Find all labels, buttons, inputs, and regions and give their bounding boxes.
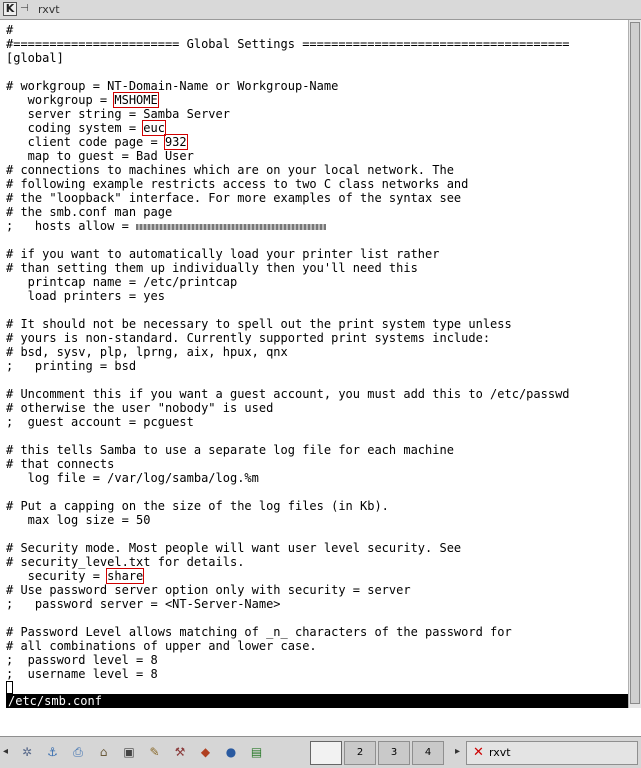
terminal-line xyxy=(6,387,570,401)
terminal-line xyxy=(6,625,512,639)
fish-icon[interactable]: ◆ xyxy=(200,745,211,759)
terminal-line-text: # all combinations of upper and lower case. xyxy=(6,639,317,653)
window-title: rxvt xyxy=(38,3,60,16)
pin-icon[interactable]: ⊣ xyxy=(20,3,29,14)
redacted-value xyxy=(136,224,326,230)
terminal-line-text: # if you want to automatically load your printer list rather xyxy=(6,247,440,261)
highlighted-value: 932 xyxy=(164,135,187,149)
terminal-line-text: map to guest = Bad User xyxy=(6,149,194,163)
close-icon[interactable]: ✕ xyxy=(473,745,484,760)
terminal-line xyxy=(6,583,411,597)
terminal-line-text: log file = /var/log/samba/log.%m xyxy=(6,471,259,485)
terminal-line xyxy=(6,639,317,653)
terminal-line-text: # Password Level allows matching of _n_ characters of the password for xyxy=(6,625,512,639)
terminal-line xyxy=(6,415,194,429)
terminal-line xyxy=(6,261,418,275)
taskbar-right-arrow-icon[interactable]: ▸ xyxy=(455,746,461,757)
terminal-line-text: max log size = 50 xyxy=(6,513,151,527)
terminal-line xyxy=(6,401,273,415)
terminal-line-text: ; username level = 8 xyxy=(6,667,158,681)
desktop-button-2[interactable]: 2 xyxy=(344,741,376,765)
text-cursor xyxy=(6,681,13,694)
terminal-line-text: # Uncomment this if you want a guest account, you must add this to /etc/passwd xyxy=(6,387,570,401)
taskbar xyxy=(0,736,641,768)
terminal-line xyxy=(6,79,338,93)
terminal-line-text: ; password server = <NT-Server-Name> xyxy=(6,597,281,611)
desktop-button-4[interactable]: 4 xyxy=(412,741,444,765)
terminal-line-text: # xyxy=(6,23,14,37)
terminal-line xyxy=(6,667,158,681)
terminal-line-text: # following example restricts access to two C class networks and xyxy=(6,177,469,191)
terminal-line xyxy=(6,121,165,135)
tools-icon[interactable]: ⚒ xyxy=(174,745,186,759)
scrollbar-thumb[interactable] xyxy=(630,22,640,704)
terminal-line-text: ; hosts allow = xyxy=(6,219,137,233)
terminal-line-text: client code page = xyxy=(6,135,165,149)
terminal-line-text: #======================= Global Settings ===================================== xyxy=(6,37,570,51)
terminal-line-text: coding system = xyxy=(6,121,144,135)
terminal-line-text: ; printing = bsd xyxy=(6,359,137,373)
terminal-line-text: security = xyxy=(6,569,108,583)
task-label: rxvt xyxy=(489,746,511,759)
terminal-line-text: # workgroup = NT-Domain-Name or Workgroup-Name xyxy=(6,79,339,93)
terminal-line-text: [global] xyxy=(6,51,64,65)
terminal-line xyxy=(6,555,244,569)
terminal-line xyxy=(6,149,194,163)
terminal-line xyxy=(6,275,237,289)
home-icon[interactable]: ⌂ xyxy=(99,745,108,759)
terminal-line xyxy=(6,331,490,345)
terminal-line xyxy=(6,569,143,583)
terminal-line xyxy=(6,135,187,149)
terminal-area[interactable] xyxy=(0,20,628,708)
terminal-line-text: # It should not be necessary to spell out the print system type unless xyxy=(6,317,512,331)
desktop-button-3[interactable]: 3 xyxy=(378,741,410,765)
terminal-line xyxy=(6,93,158,107)
terminal-line-text: # the smb.conf man page xyxy=(6,205,173,219)
status-line: /etc/smb.conf xyxy=(6,694,628,708)
terminal-line-text: # yours is non-standard. Currently supported print systems include: xyxy=(6,331,491,345)
terminal-line xyxy=(6,289,165,303)
terminal-line xyxy=(6,219,326,233)
terminal-line-text: # this tells Samba to use a separate log file for each machine xyxy=(6,443,454,457)
highlighted-value: euc xyxy=(143,121,165,135)
terminal-line-text: workgroup = xyxy=(6,93,115,107)
terminal-line-text: # otherwise the user "nobody" is used xyxy=(6,401,274,415)
kde-menu-icon[interactable]: ✲ xyxy=(21,745,33,759)
terminal-line xyxy=(6,317,512,331)
terminal-icon[interactable]: ▣ xyxy=(123,745,135,759)
taskbar-left-arrow-icon[interactable]: ◂ xyxy=(3,746,9,757)
terminal-line-text: printcap name = /etc/printcap xyxy=(6,275,238,289)
terminal-line-text: load printers = yes xyxy=(6,289,165,303)
anchor-icon[interactable]: ⚓ xyxy=(47,745,58,759)
terminal-line xyxy=(6,37,570,51)
terminal-line xyxy=(6,457,114,471)
terminal-line-text: # Put a capping on the size of the log files (in Kb). xyxy=(6,499,389,513)
terminal-line xyxy=(6,513,151,527)
terminal-line-text: ; password level = 8 xyxy=(6,653,158,667)
highlighted-value: MSHOME xyxy=(114,93,158,107)
vertical-scrollbar[interactable] xyxy=(628,20,641,708)
terminal-line xyxy=(6,443,454,457)
terminal-line-text: # bsd, sysv, plp, lprng, aix, hpux, qnx xyxy=(6,345,288,359)
terminal-line-text: # the "loopback" interface. For more examples of the syntax see xyxy=(6,191,462,205)
terminal-line xyxy=(6,107,230,121)
terminal-line xyxy=(6,653,158,667)
terminal-line-text: server string = Samba Server xyxy=(6,107,230,121)
window-titlebar[interactable] xyxy=(0,0,641,20)
taskbar-task-rxvt[interactable] xyxy=(466,741,638,765)
terminal-line xyxy=(6,23,13,37)
terminal-line xyxy=(6,191,461,205)
terminal-line xyxy=(6,205,172,219)
terminal-line xyxy=(6,247,439,261)
terminal-line-text: # connections to machines which are on your local network. The xyxy=(6,163,454,177)
kde-logo-icon[interactable]: K xyxy=(3,2,17,16)
globe-icon[interactable]: ● xyxy=(225,745,237,759)
terminal-line xyxy=(6,597,281,611)
editor-icon[interactable]: ✎ xyxy=(149,745,160,759)
terminal-line-text: # security_level.txt for details. xyxy=(6,555,245,569)
terminal-line-text: # that connects xyxy=(6,457,115,471)
terminal-line-text: # Use password server option only with security = server xyxy=(6,583,411,597)
terminal-line-text: # Security mode. Most people will want user level security. See xyxy=(6,541,462,555)
terminal-line xyxy=(6,499,389,513)
terminal-line-text: ; guest account = pcguest xyxy=(6,415,194,429)
terminal-line xyxy=(6,359,136,373)
desktop-button-1[interactable] xyxy=(310,741,342,765)
book-icon[interactable]: ▤ xyxy=(250,745,263,759)
terminal-line xyxy=(6,471,259,485)
terminal-line-text: # than setting them up individually then you'll need this xyxy=(6,261,418,275)
terminal-line xyxy=(6,177,468,191)
terminal-line xyxy=(6,51,64,65)
terminal-line xyxy=(6,163,454,177)
terminal-line xyxy=(6,541,461,555)
terminal-line xyxy=(6,345,288,359)
highlighted-value: share xyxy=(107,569,144,583)
printer-icon[interactable]: ⎙ xyxy=(73,745,83,759)
